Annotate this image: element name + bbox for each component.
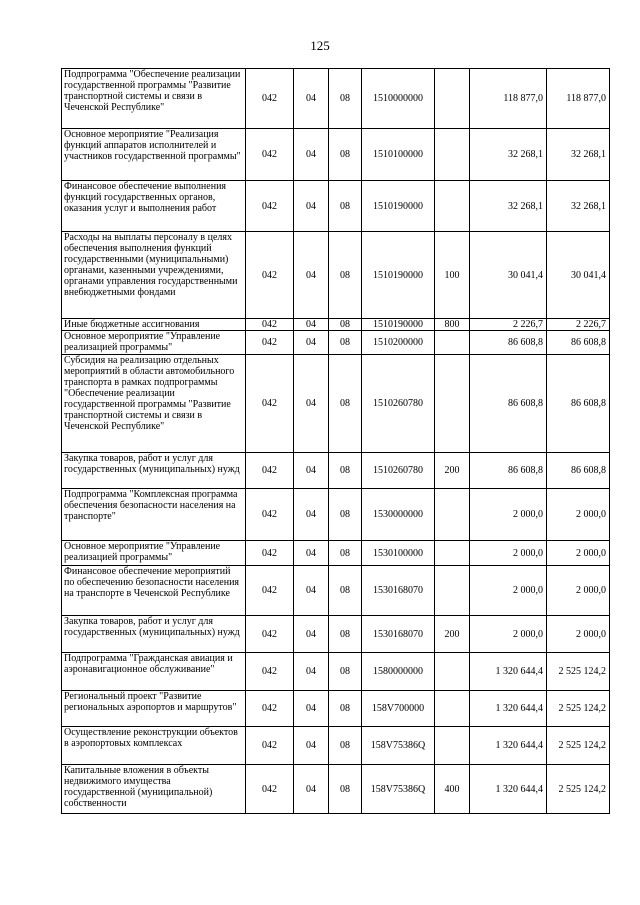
subsection-code: 08 xyxy=(329,765,362,814)
amount-year-2: 2 525 124,2 xyxy=(547,691,610,727)
page-number: 125 xyxy=(310,38,330,53)
subsection-code: 08 xyxy=(329,653,362,691)
section-code: 04 xyxy=(294,355,329,453)
target-article-code: 1510100000 xyxy=(362,129,435,181)
row-name: Расходы на выплаты персоналу в целях обеспечения выполнения функций государственными (муниципальными) органами, казенными учреждениями, органами управления государственными внебюджетными фондами xyxy=(62,232,246,319)
ministry-code: 042 xyxy=(246,232,294,319)
expense-type-code: 800 xyxy=(435,319,470,331)
row-name: Закупка товаров, работ и услуг для государственных (муниципальных) нужд xyxy=(62,616,246,653)
amount-year-1: 32 268,1 xyxy=(470,129,547,181)
amount-year-1: 2 000,0 xyxy=(470,541,547,566)
ministry-code: 042 xyxy=(246,765,294,814)
target-article-code: 1530000000 xyxy=(362,489,435,541)
ministry-code: 042 xyxy=(246,489,294,541)
target-article-code: 1510190000 xyxy=(362,232,435,319)
target-article-code: 1510260780 xyxy=(362,453,435,489)
row-name: Подпрограмма "Гражданская авиация и аэронавигационное обслуживание" xyxy=(62,653,246,691)
expense-type-code xyxy=(435,653,470,691)
row-name: Капитальные вложения в объекты недвижимого имущества государственной (муниципальной) собственности xyxy=(62,765,246,814)
ministry-code: 042 xyxy=(246,355,294,453)
expense-type-code xyxy=(435,129,470,181)
amount-year-2: 32 268,1 xyxy=(547,181,610,232)
row-name: Региональный проект "Развитие региональных аэропортов и маршрутов" xyxy=(62,691,246,727)
table-row xyxy=(62,765,610,814)
table-row xyxy=(62,181,610,232)
ministry-code: 042 xyxy=(246,616,294,653)
amount-year-1: 86 608,8 xyxy=(470,355,547,453)
section-code: 04 xyxy=(294,691,329,727)
ministry-code: 042 xyxy=(246,691,294,727)
amount-year-1: 1 320 644,4 xyxy=(470,765,547,814)
expense-type-code xyxy=(435,727,470,765)
target-article-code: 158V75386Q xyxy=(362,727,435,765)
section-code: 04 xyxy=(294,653,329,691)
row-name: Субсидия на реализацию отдельных мероприятий в области автомобильного транспорта в рамках подпрограммы "Обеспечение реализации государственной программы "Развитие транспортной системы и связи в Чеченской Республике" xyxy=(62,355,246,453)
expense-type-code: 100 xyxy=(435,232,470,319)
section-code: 04 xyxy=(294,727,329,765)
target-article-code: 1510190000 xyxy=(362,181,435,232)
ministry-code: 042 xyxy=(246,541,294,566)
table-row xyxy=(62,453,610,489)
table-row xyxy=(62,616,610,653)
subsection-code: 08 xyxy=(329,566,362,616)
amount-year-2: 86 608,8 xyxy=(547,355,610,453)
section-code: 04 xyxy=(294,232,329,319)
ministry-code: 042 xyxy=(246,319,294,331)
row-name: Закупка товаров, работ и услуг для государственных (муниципальных) нужд xyxy=(62,453,246,489)
table-row xyxy=(62,69,610,129)
table-row xyxy=(62,489,610,541)
table-row xyxy=(62,566,610,616)
amount-year-2: 30 041,4 xyxy=(547,232,610,319)
table-row xyxy=(62,319,610,331)
ministry-code: 042 xyxy=(246,331,294,355)
amount-year-2: 32 268,1 xyxy=(547,129,610,181)
amount-year-2: 2 000,0 xyxy=(547,566,610,616)
subsection-code: 08 xyxy=(329,331,362,355)
expense-type-code xyxy=(435,331,470,355)
amount-year-1: 86 608,8 xyxy=(470,453,547,489)
row-name: Иные бюджетные ассигнования xyxy=(62,319,246,331)
section-code: 04 xyxy=(294,69,329,129)
row-name: Основное мероприятие "Реализация функций аппаратов исполнителей и участников государственной программы" xyxy=(62,129,246,181)
row-name: Финансовое обеспечение выполнения функций государственных органов, оказания услуг и выполнения работ xyxy=(62,181,246,232)
row-name: Подпрограмма "Обеспечение реализации государственной программы "Развитие транспортной системы и связи в Чеченской Республике" xyxy=(62,69,246,129)
section-code: 04 xyxy=(294,129,329,181)
expense-type-code xyxy=(435,69,470,129)
amount-year-2: 2 525 124,2 xyxy=(547,765,610,814)
amount-year-1: 86 608,8 xyxy=(470,331,547,355)
table-row xyxy=(62,355,610,453)
row-name: Основное мероприятие "Управление реализацией программы" xyxy=(62,331,246,355)
amount-year-1: 2 000,0 xyxy=(470,489,547,541)
table-row xyxy=(62,541,610,566)
subsection-code: 08 xyxy=(329,181,362,232)
table-row xyxy=(62,653,610,691)
target-article-code: 1530168070 xyxy=(362,616,435,653)
section-code: 04 xyxy=(294,331,329,355)
subsection-code: 08 xyxy=(329,69,362,129)
amount-year-1: 30 041,4 xyxy=(470,232,547,319)
amount-year-2: 118 877,0 xyxy=(547,69,610,129)
amount-year-2: 86 608,8 xyxy=(547,331,610,355)
amount-year-2: 86 608,8 xyxy=(547,453,610,489)
table-row xyxy=(62,691,610,727)
section-code: 04 xyxy=(294,541,329,566)
target-article-code: 158V75386Q xyxy=(362,765,435,814)
target-article-code: 1580000000 xyxy=(362,653,435,691)
ministry-code: 042 xyxy=(246,69,294,129)
section-code: 04 xyxy=(294,319,329,331)
budget-table xyxy=(61,68,610,814)
table-row xyxy=(62,129,610,181)
table-row xyxy=(62,727,610,765)
ministry-code: 042 xyxy=(246,181,294,232)
expense-type-code xyxy=(435,541,470,566)
subsection-code: 08 xyxy=(329,232,362,319)
row-name: Подпрограмма "Комплексная программа обеспечения безопасности населения на транспорте" xyxy=(62,489,246,541)
amount-year-1: 32 268,1 xyxy=(470,181,547,232)
target-article-code: 1530168070 xyxy=(362,566,435,616)
subsection-code: 08 xyxy=(329,453,362,489)
amount-year-1: 1 320 644,4 xyxy=(470,653,547,691)
row-name: Основное мероприятие "Управление реализацией программы" xyxy=(62,541,246,566)
expense-type-code: 400 xyxy=(435,765,470,814)
section-code: 04 xyxy=(294,181,329,232)
target-article-code: 1530100000 xyxy=(362,541,435,566)
row-name: Осуществление реконструкции объектов в аэропортовых комплексах xyxy=(62,727,246,765)
table-row xyxy=(62,331,610,355)
section-code: 04 xyxy=(294,489,329,541)
amount-year-1: 2 000,0 xyxy=(470,566,547,616)
amount-year-2: 2 525 124,2 xyxy=(547,727,610,765)
amount-year-2: 2 226,7 xyxy=(547,319,610,331)
ministry-code: 042 xyxy=(246,453,294,489)
ministry-code: 042 xyxy=(246,727,294,765)
expense-type-code xyxy=(435,181,470,232)
amount-year-2: 2 000,0 xyxy=(547,489,610,541)
expense-type-code xyxy=(435,691,470,727)
subsection-code: 08 xyxy=(329,355,362,453)
target-article-code: 1510000000 xyxy=(362,69,435,129)
subsection-code: 08 xyxy=(329,541,362,566)
target-article-code: 1510200000 xyxy=(362,331,435,355)
subsection-code: 08 xyxy=(329,616,362,653)
subsection-code: 08 xyxy=(329,319,362,331)
expense-type-code: 200 xyxy=(435,616,470,653)
amount-year-1: 2 226,7 xyxy=(470,319,547,331)
section-code: 04 xyxy=(294,616,329,653)
amount-year-1: 1 320 644,4 xyxy=(470,691,547,727)
subsection-code: 08 xyxy=(329,129,362,181)
subsection-code: 08 xyxy=(329,489,362,541)
target-article-code: 158V700000 xyxy=(362,691,435,727)
section-code: 04 xyxy=(294,765,329,814)
section-code: 04 xyxy=(294,453,329,489)
target-article-code: 1510190000 xyxy=(362,319,435,331)
row-name: Финансовое обеспечение мероприятий по обеспечению безопасности населения на транспорте в Чеченской Республике xyxy=(62,566,246,616)
ministry-code: 042 xyxy=(246,653,294,691)
amount-year-1: 118 877,0 xyxy=(470,69,547,129)
ministry-code: 042 xyxy=(246,566,294,616)
ministry-code: 042 xyxy=(246,129,294,181)
expense-type-code: 200 xyxy=(435,453,470,489)
target-article-code: 1510260780 xyxy=(362,355,435,453)
expense-type-code xyxy=(435,566,470,616)
expense-type-code xyxy=(435,355,470,453)
amount-year-2: 2 000,0 xyxy=(547,616,610,653)
amount-year-1: 2 000,0 xyxy=(470,616,547,653)
amount-year-1: 1 320 644,4 xyxy=(470,727,547,765)
expense-type-code xyxy=(435,489,470,541)
subsection-code: 08 xyxy=(329,727,362,765)
subsection-code: 08 xyxy=(329,691,362,727)
amount-year-2: 2 000,0 xyxy=(547,541,610,566)
amount-year-2: 2 525 124,2 xyxy=(547,653,610,691)
section-code: 04 xyxy=(294,566,329,616)
table-row xyxy=(62,232,610,319)
